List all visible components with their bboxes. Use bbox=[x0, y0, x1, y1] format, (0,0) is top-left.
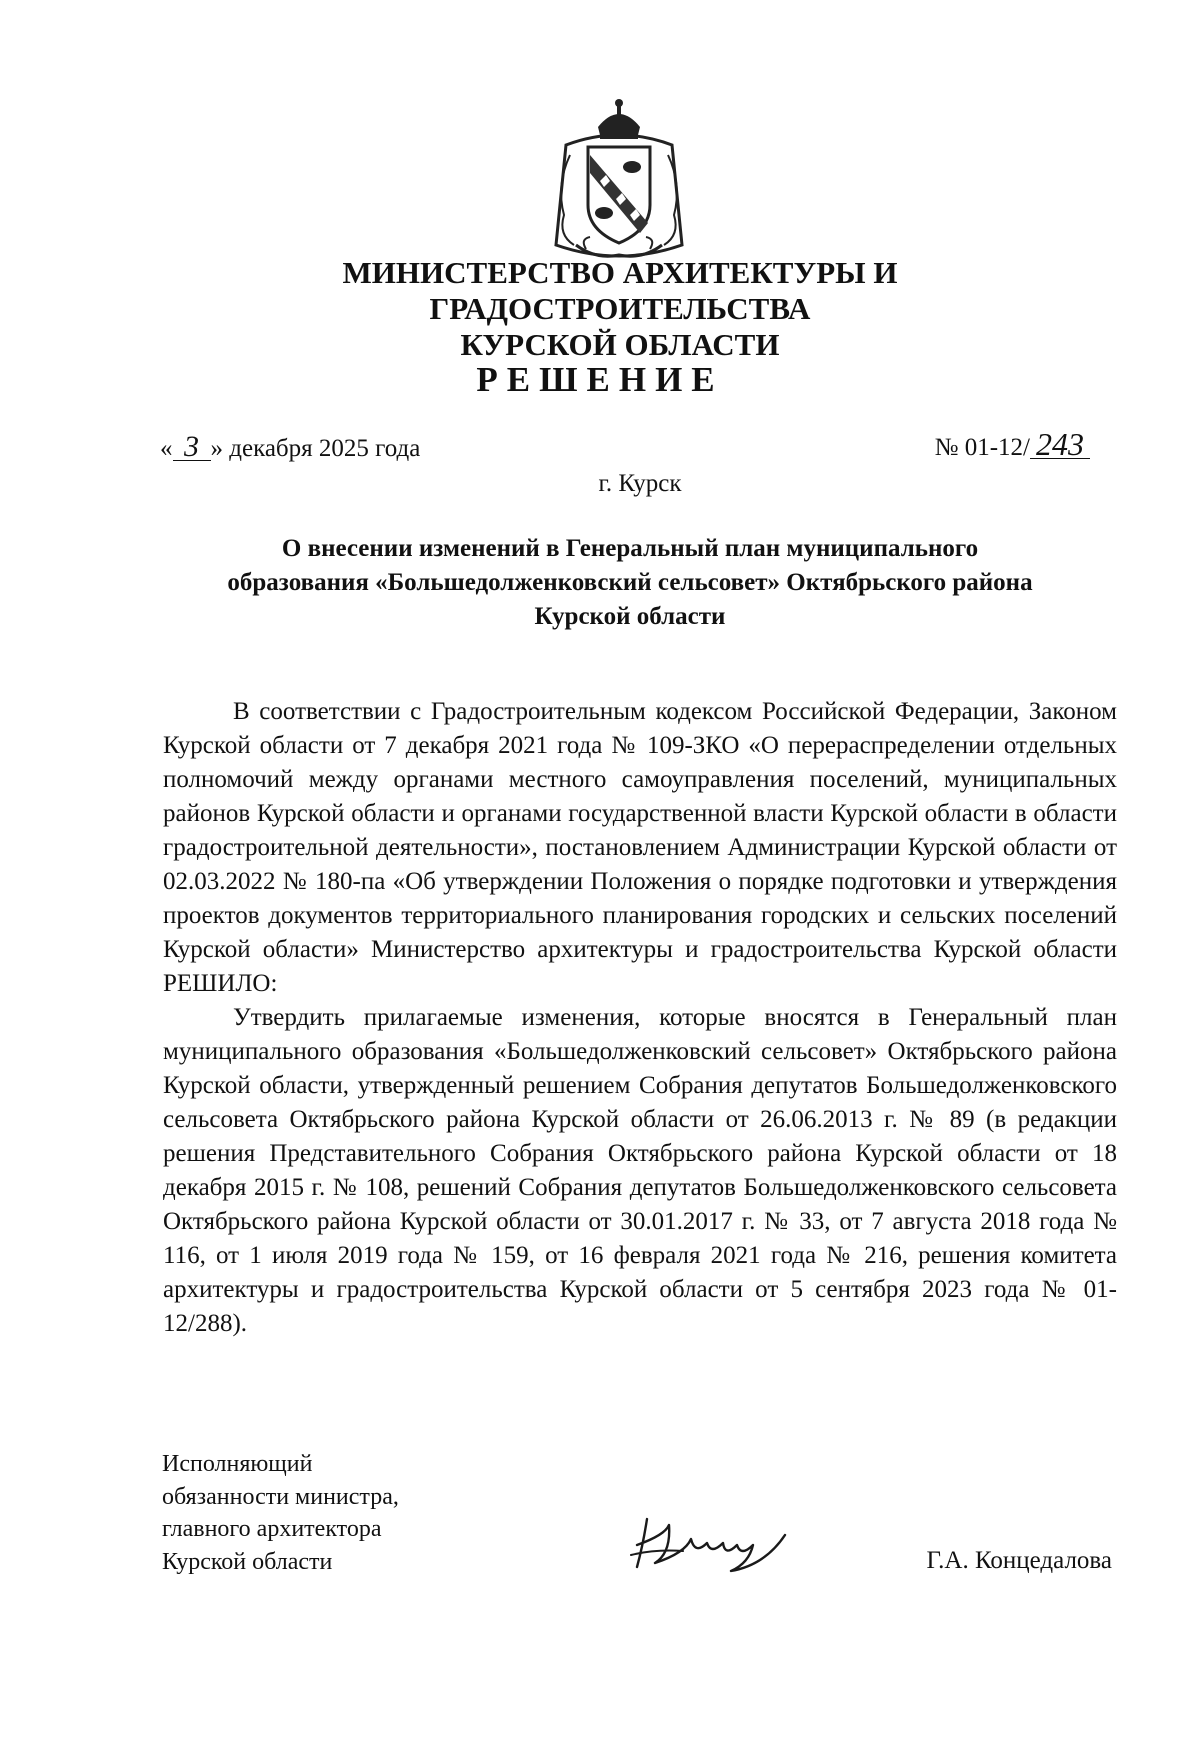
signer-position-line-2: обязанности министра, bbox=[162, 1483, 399, 1510]
subject-line-1: О внесении изменений в Генеральный план муниципального bbox=[281, 535, 979, 562]
subject-line-3: Курской области bbox=[534, 603, 726, 630]
date-rest: » декабря 2025 года bbox=[210, 435, 421, 462]
document-subject bbox=[170, 532, 1090, 634]
date-open-quote: « bbox=[160, 435, 173, 462]
date-day-handwritten: 3 bbox=[173, 434, 211, 461]
signer-position-line-4: Курской области bbox=[162, 1548, 333, 1575]
body-paragraph-2: Утвердить прилагаемые изменения, которые вносятся в Генеральный план муниципального образования «Большедолженковский сельсовет» Октябрьского района Курской области, утвержденный решением Собрания депутатов Большедолженковского сельсовета Октябрьского района Курской области от 26.06.2013 г. № 89 (в редакции решения Представительного Собрания Октябрьского района Курской области от 18 декабря 2015 г. № 108, решений Собрания депутатов Большедолженковского сельсовета Октябрьского района Курской области от 30.01.2017 г. № 33, от 7 августа 2018 года № 116, от 1 июля 2019 года № 159, от 16 февраля 2021 года № 216, решения комитета архитектуры и градостроительства Курской области от 5 сентября 2023 года № 01-12/288). bbox=[163, 1004, 1117, 1337]
number-handwritten: 243 bbox=[1030, 430, 1090, 459]
document-body bbox=[163, 695, 1117, 1341]
handwritten-signature-icon bbox=[625, 1505, 795, 1575]
org-line-2: КУРСКОЙ ОБЛАСТИ bbox=[460, 327, 780, 362]
organization-name bbox=[160, 255, 1080, 363]
document-type: РЕШЕНИЕ bbox=[476, 360, 724, 399]
org-line-1: МИНИСТЕРСТВО АРХИТЕКТУРЫ И ГРАДОСТРОИТЕЛЬСТВА bbox=[342, 255, 898, 326]
subject-line-2: образования «Большедолженковский сельсовет» Октябрьского района bbox=[227, 569, 1033, 596]
coat-of-arms-icon bbox=[546, 95, 692, 265]
body-paragraph-1: В соответствии с Градостроительным кодексом Российской Федерации, Законом Курской области от 7 декабря 2021 года № 109-ЗКО «О перераспределении отдельных полномочий между органами местного самоуправления поселений, муниципальных районов Курской области и органами государственной власти Курской области в области градостроительной деятельности», постановлением Администрации Курской области от 02.03.2022 № 180-па «Об утверждении Положения о порядке подготовки и утверждения проектов документов территориального планирования городских и сельских поселений Курской области» Министерство архитектуры и градостроительства Курской области РЕШИЛО: bbox=[163, 698, 1117, 997]
document-number bbox=[934, 426, 1090, 462]
signer-position-line-3: главного архитектора bbox=[162, 1516, 382, 1542]
signer-position-line-1: Исполняющий bbox=[162, 1451, 313, 1477]
signer-position bbox=[162, 1448, 399, 1578]
document-date bbox=[160, 430, 421, 463]
document-city: г. Курск bbox=[598, 470, 682, 497]
signer-name: Г.А. Концедалова bbox=[926, 1547, 1112, 1574]
number-prefix: № 01-12/ bbox=[934, 434, 1030, 461]
